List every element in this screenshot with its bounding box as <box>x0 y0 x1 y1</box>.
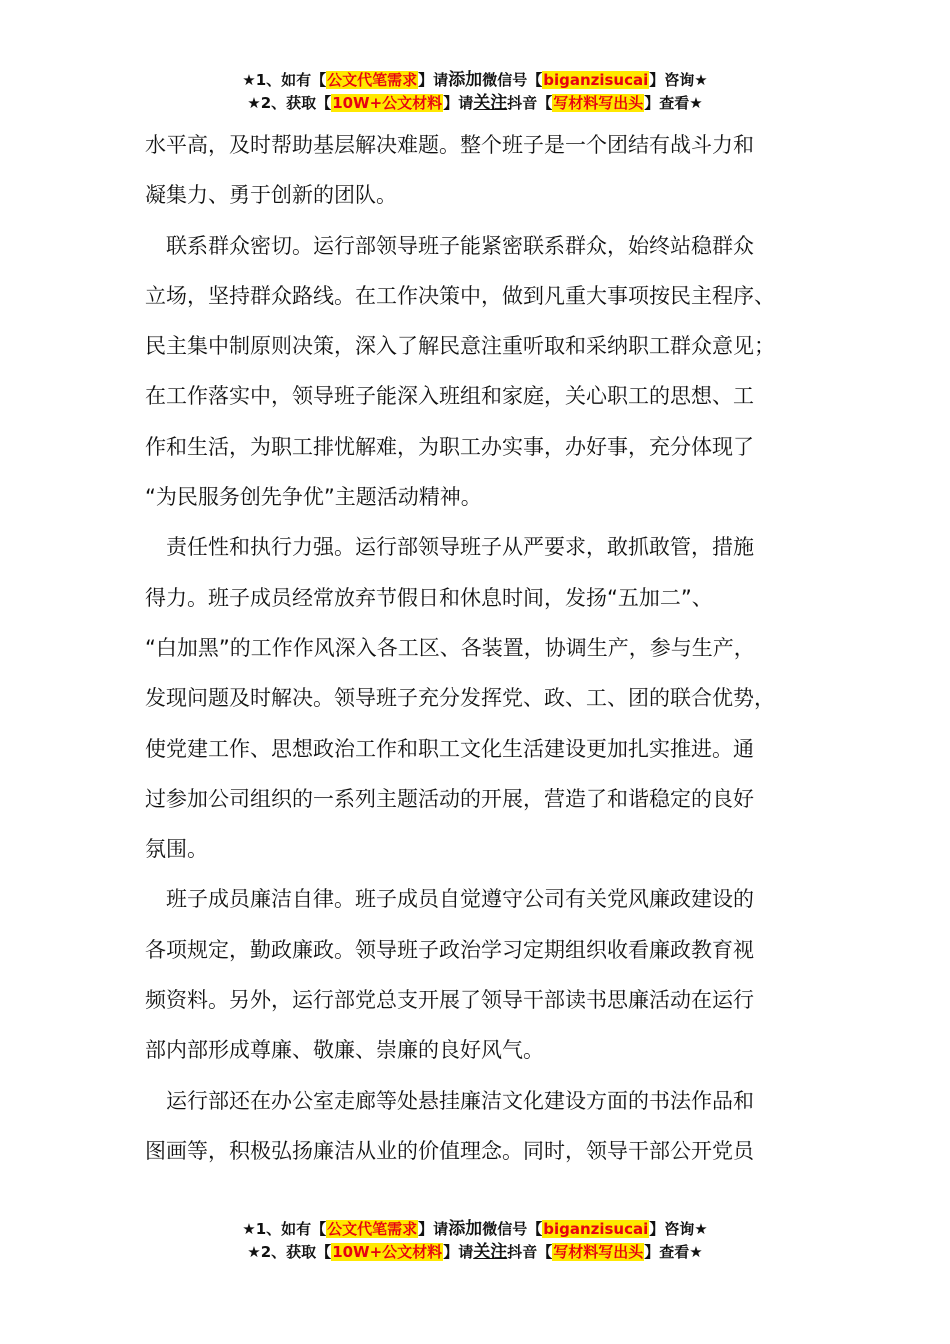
text-line: 在工作落实中，领导班子能深入班组和家庭，关心职工的思想、工 <box>145 384 754 409</box>
header-banner <box>0 69 950 115</box>
text-line: 发现问题及时解决。领导班子充分发挥党、政、工、团的联合优势， <box>145 686 775 711</box>
text-line: 水平高，及时帮助基层解决难题。整个班子是一个团结有战斗力和 <box>145 133 754 157</box>
text-line: “白加黑”的工作作风深入各工区、各装置，协调生产，参与生产， <box>145 635 755 660</box>
highlight-materials: 10W+公文材料 <box>332 94 443 112</box>
document-body <box>145 120 811 1176</box>
text-line: 氛围。 <box>145 837 208 862</box>
text-line: 凝集力、勇于创新的团队。 <box>145 183 397 208</box>
highlight-douyin: 写材料写出头 <box>553 94 644 112</box>
highlight-douyin: 写材料写出头 <box>553 1243 644 1261</box>
highlight-wechat-id: biganzisucai <box>543 71 649 89</box>
text-line: 民主集中制原则决策，深入了解民意注重听取和采纳职工群众意见； <box>145 334 775 359</box>
banner-line-2: ★2、获取【10W+公文材料】请关注抖音【写材料写出头】查看★ <box>247 1242 703 1262</box>
banner-line-2: ★2、获取【10W+公文材料】请关注抖音【写材料写出头】查看★ <box>247 93 703 113</box>
text-line: 图画等，积极弘扬廉洁从业的价值理念。同时，领导干部公开党员 <box>145 1138 754 1163</box>
highlight-service: 公文代笔需求 <box>327 71 418 89</box>
text-line: 作和生活，为职工排忧解难，为职工办实事，办好事，充分体现了 <box>145 434 754 459</box>
banner-line-1: ★1、如有【公文代笔需求】请添加微信号【biganzisucai】咨询★ <box>242 1219 708 1239</box>
footer-banner <box>0 1218 950 1264</box>
text-line: 得力。班子成员经常放弃节假日和休息时间，发扬“五加二”、 <box>145 585 713 610</box>
text-line: 班子成员廉洁自律。班子成员自觉遵守公司有关党风廉政建设的 <box>145 887 754 912</box>
text-line: 频资料。另外，运行部党总支开展了领导干部读书思廉活动在运行 <box>145 988 754 1013</box>
text-line: 运行部还在办公室走廊等处悬挂廉洁文化建设方面的书法作品和 <box>145 1088 754 1113</box>
highlight-service: 公文代笔需求 <box>327 1220 418 1238</box>
text-line: 立场，坚持群众路线。在工作决策中，做到凡重大事项按民主程序、 <box>145 283 775 308</box>
highlight-materials: 10W+公文材料 <box>332 1243 443 1261</box>
banner-line-1: ★1、如有【公文代笔需求】请添加微信号【biganzisucai】咨询★ <box>242 70 708 90</box>
text-line: 责任性和执行力强。运行部领导班子从严要求，敢抓敢管，措施 <box>145 535 754 560</box>
text-line: 过参加公司组织的一系列主题活动的开展，营造了和谐稳定的良好 <box>145 786 754 811</box>
highlight-wechat-id: biganzisucai <box>543 1220 649 1238</box>
text-line: 各项规定，勤政廉政。领导班子政治学习定期组织收看廉政教育视 <box>145 937 754 962</box>
text-line: 联系群众密切。运行部领导班子能紧密联系群众，始终站稳群众 <box>145 233 754 258</box>
text-line: 使党建工作、思想政治工作和职工文化生活建设更加扎实推进。通 <box>145 736 754 761</box>
text-line: 部内部形成尊廉、敬廉、崇廉的良好风气。 <box>145 1038 544 1063</box>
text-line: “为民服务创先争优”主题活动精神。 <box>145 485 482 510</box>
